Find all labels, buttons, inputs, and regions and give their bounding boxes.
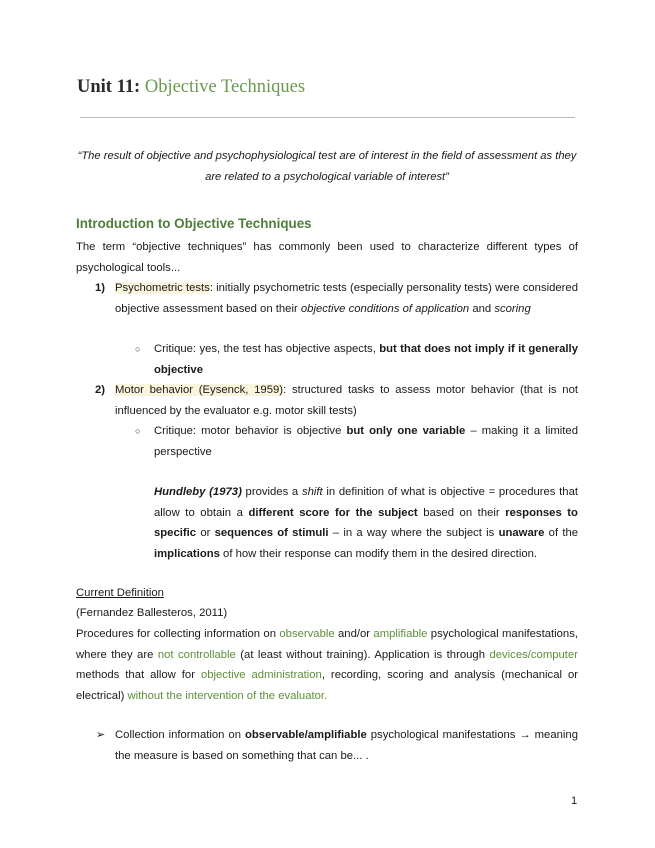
definition-paragraph: Procedures for collecting information on observable and/or amplifiable psychological manifestations, where they are not controllable (at least without training). Application is through devices/computer methods that allow for objective administration, recording, scoring and analysis (mechanical or electrical) without the intervention of the evaluator. xyxy=(76,628,578,702)
list-number-1: 1) xyxy=(95,282,106,294)
list-item-psychometric: Psychometric tests: initially psychometric tests (especially personality tests) were considered objective assessment based on their objective conditions of application and scoring xyxy=(115,282,578,315)
section-heading-intro: Introduction to Objective Techniques xyxy=(76,216,312,231)
intro-quote: “The result of objective and psychophysiological test are of interest in the field of assessment as they are related to a psychological variable of interest” xyxy=(77,150,577,183)
arrow-bullet-icon: ➢ xyxy=(96,729,106,741)
section-heading-current-definition: Current Definition xyxy=(76,587,164,599)
list-number-2: 2) xyxy=(95,384,106,396)
page-number: 1 xyxy=(571,795,578,807)
page-title xyxy=(77,77,305,98)
term-psychometric-tests: Psychometric tests xyxy=(115,282,210,294)
term-motor-behavior: Motor behavior (Eysenck, 1959) xyxy=(115,384,284,396)
circle-bullet-icon: ○ xyxy=(135,344,141,354)
author-hundleby: Hundleby (1973) xyxy=(154,486,242,498)
title-divider xyxy=(80,117,575,118)
intro-paragraph: The term “objective techniques” has commonly been used to characterize different types of psychological tools... xyxy=(76,241,578,274)
citation: (Fernandez Ballesteros, 2011) xyxy=(76,607,228,619)
unit-label: Unit 11: xyxy=(77,77,141,97)
critique-psychometric: Critique: yes, the test has objective aspects, but that does not imply if it generally objective xyxy=(154,343,578,376)
unit-topic: Objective Techniques xyxy=(144,77,306,97)
list-item-motor-behavior: Motor behavior (Eysenck, 1959): structured tasks to assess motor behavior (that is not influenced by the evaluator e.g. motor skill tests) xyxy=(115,384,578,417)
hundleby-paragraph: Hundleby (1973) provides a shift in definition of what is objective = procedures that allow to obtain a different score for the subject based on their responses to specific or sequences of stimuli – in a way where the subject is unaware of the implications of how their response can modify them in the desired direction. xyxy=(154,486,579,560)
circle-bullet-icon: ○ xyxy=(135,426,141,436)
critique-motor-behavior: Critique: motor behavior is objective but only one variable – making it a limited perspective xyxy=(154,425,579,458)
collection-bullet-text: Collection information on observable/amplifiable psychological manifestations → meaning the measure is based on something that can be... . xyxy=(115,729,578,762)
